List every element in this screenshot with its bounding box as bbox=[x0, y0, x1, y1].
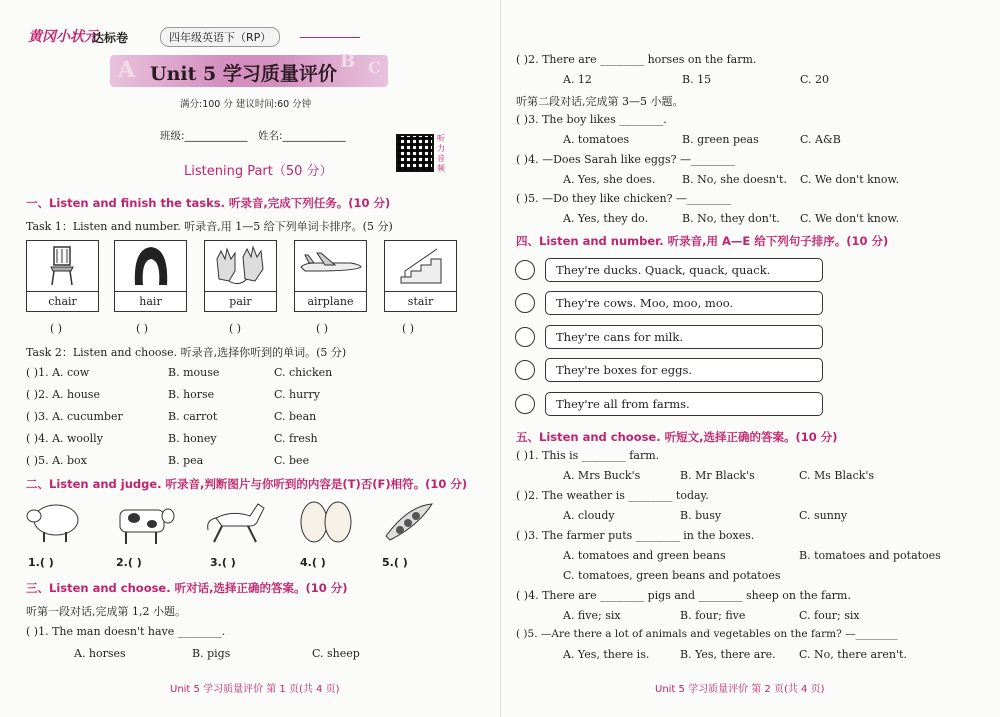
sec3-q1-b: B. pigs bbox=[192, 647, 231, 660]
word-card-chair bbox=[26, 240, 99, 312]
qr-caption: 听力音频 bbox=[437, 134, 445, 173]
word-card-pair bbox=[204, 240, 277, 312]
task2-q1-b: B. mouse bbox=[168, 366, 220, 379]
sec3-q4-c: C. We don't know. bbox=[800, 173, 900, 186]
sec5-q4-a: A. five; six bbox=[563, 609, 621, 622]
order-circle-1[interactable] bbox=[515, 260, 535, 280]
banner-letter-a: A bbox=[118, 57, 136, 83]
task2-q1[interactable]: ( )1. A. cow bbox=[26, 366, 90, 379]
banner-letter-c: C bbox=[368, 58, 381, 77]
word-card-airplane bbox=[294, 240, 367, 312]
sec3-q5-a: A. Yes, they do. bbox=[563, 212, 649, 225]
sec3-q5-c: C. We don't know. bbox=[800, 212, 900, 225]
page-gutter bbox=[500, 0, 501, 717]
task2-q5-c: C. bee bbox=[274, 454, 310, 467]
airplane-icon bbox=[295, 241, 366, 289]
grade-tab: 四年级英语下（RP） bbox=[160, 27, 280, 47]
sec3-q2-b: B. 15 bbox=[682, 73, 712, 86]
sec3-q3-c: C. A&B bbox=[800, 133, 841, 146]
card-label: chair bbox=[27, 291, 98, 312]
exam-meta: 满分:100 分 建议时间:60 分钟 bbox=[180, 99, 312, 110]
task2-q3[interactable]: ( )3. A. cucumber bbox=[26, 410, 123, 423]
horse-icon bbox=[202, 496, 270, 548]
task2-q1-c: C. chicken bbox=[274, 366, 333, 379]
order-circle-5[interactable] bbox=[515, 394, 535, 414]
judge-answer-5[interactable]: 5.( ) bbox=[382, 556, 408, 569]
sec5-q3-b: B. tomatoes and potatoes bbox=[799, 549, 941, 562]
judge-answer-2[interactable]: 2.( ) bbox=[116, 556, 142, 569]
sec3-q2[interactable]: ( )2. There are ________ horses on the farm. bbox=[516, 53, 757, 66]
sec5-q1-c: C. Ms Black's bbox=[799, 469, 875, 482]
header-rule bbox=[300, 37, 360, 38]
card-label: stair bbox=[385, 291, 456, 312]
sec5-q2-a: A. cloudy bbox=[563, 509, 615, 522]
task2-q3-c: C. bean bbox=[274, 410, 317, 423]
sec5-q2-c: C. sunny bbox=[799, 509, 848, 522]
sec3-q2-c: C. 20 bbox=[800, 73, 830, 86]
sentence-box-5: They're all from farms. bbox=[545, 392, 823, 416]
answer-paren[interactable]: ( ) bbox=[50, 322, 63, 335]
sec3-q4-a: A. Yes, she does. bbox=[563, 173, 656, 186]
sec3-q1-c: C. sheep bbox=[312, 647, 360, 660]
dialogue-1-intro: 听第一段对话,完成第 1,2 小题。 bbox=[26, 605, 186, 618]
answer-paren[interactable]: ( ) bbox=[402, 322, 415, 335]
qr-code-icon[interactable] bbox=[396, 134, 434, 172]
sec5-q2[interactable]: ( )2. The weather is ________ today. bbox=[516, 489, 709, 502]
peas-icon bbox=[378, 496, 438, 548]
sec3-q1[interactable]: ( )1. The man doesn't have ________. bbox=[26, 625, 226, 638]
answer-paren[interactable]: ( ) bbox=[229, 322, 242, 335]
section-4-title: 四、Listen and number. 听录音,用 A—E 给下列句子排序。(10 分) bbox=[516, 234, 889, 248]
sec5-q1-a: A. Mrs Buck's bbox=[563, 469, 641, 482]
sec5-q4-c: C. four; six bbox=[799, 609, 860, 622]
sec3-q3-a: A. tomatoes bbox=[563, 133, 630, 146]
sec5-q1[interactable]: ( )1. This is ________ farm. bbox=[516, 449, 660, 462]
name-field[interactable]: 姓名:____________ bbox=[258, 130, 346, 142]
order-circle-4[interactable] bbox=[515, 360, 535, 380]
task2-q4-b: B. honey bbox=[168, 432, 217, 445]
task2-q2-c: C. hurry bbox=[274, 388, 320, 401]
unit-title: Unit 5 学习质量评价 bbox=[150, 63, 337, 85]
sec5-q5[interactable]: ( )5. —Are there a lot of animals and vegetables on the farm? —________ bbox=[516, 628, 898, 640]
section-1-title: 一、Listen and finish the tasks. 听录音,完成下列任务。(10 分) bbox=[26, 196, 391, 210]
judge-answer-3[interactable]: 3.( ) bbox=[210, 556, 236, 569]
sec5-q1-b: B. Mr Black's bbox=[680, 469, 755, 482]
answer-paren[interactable]: ( ) bbox=[136, 322, 149, 335]
hair-icon bbox=[115, 241, 186, 289]
sec5-q5-c: C. No, there aren't. bbox=[799, 648, 907, 661]
judge-answer-1[interactable]: 1.( ) bbox=[28, 556, 54, 569]
sec5-q3-a: A. tomatoes and green beans bbox=[563, 549, 726, 562]
task2-q4[interactable]: ( )4. A. woolly bbox=[26, 432, 103, 445]
sec3-q3[interactable]: ( )3. The boy likes ________. bbox=[516, 113, 667, 126]
sec3-q4-b: B. No, she doesn't. bbox=[682, 173, 787, 186]
sec5-q2-b: B. busy bbox=[680, 509, 722, 522]
sec5-q5-b: B. Yes, there are. bbox=[680, 648, 776, 661]
order-circle-2[interactable] bbox=[515, 293, 535, 313]
task2-q3-b: B. carrot bbox=[168, 410, 218, 423]
sentence-box-2: They're cows. Moo, moo, moo. bbox=[545, 291, 823, 315]
word-card-stair bbox=[384, 240, 457, 312]
task-2-title: Task 2：Listen and choose. 听录音,选择你听到的单词。(5 分) bbox=[26, 346, 347, 359]
sec3-q5-b: B. No, they don't. bbox=[682, 212, 780, 225]
sec5-q4-b: B. four; five bbox=[680, 609, 746, 622]
word-card-hair bbox=[114, 240, 187, 312]
sec5-q4[interactable]: ( )4. There are ________ pigs and ________ sheep on the farm. bbox=[516, 589, 851, 602]
sentence-box-1: They're ducks. Quack, quack, quack. bbox=[545, 258, 823, 282]
sheep-icon bbox=[24, 496, 84, 546]
brand-logo: 黄冈小状元 bbox=[28, 29, 98, 45]
task2-q5-b: B. pea bbox=[168, 454, 204, 467]
potatoes-icon bbox=[296, 496, 356, 548]
stairs-icon bbox=[385, 241, 456, 289]
judge-answer-4[interactable]: 4.( ) bbox=[300, 556, 326, 569]
sec3-q3-b: B. green peas bbox=[682, 133, 759, 146]
section-5-title: 五、Listen and choose. 听短文,选择正确的答案。(10 分) bbox=[516, 430, 838, 444]
banner-letter-b: B bbox=[340, 51, 356, 72]
sec3-q2-a: A. 12 bbox=[563, 73, 592, 86]
section-3-title: 三、Listen and choose. 听对话,选择正确的答案。(10 分) bbox=[26, 581, 348, 595]
dialogue-2-intro: 听第二段对话,完成第 3—5 小题。 bbox=[516, 95, 684, 108]
sec5-q3-c: C. tomatoes, green beans and potatoes bbox=[563, 569, 781, 582]
chair-icon bbox=[27, 241, 98, 289]
footer-right: Unit 5 学习质量评价 第 2 页(共 4 页) bbox=[655, 684, 825, 695]
listening-part-title: Listening Part（50 分） bbox=[184, 164, 333, 179]
cow-icon bbox=[108, 496, 176, 548]
answer-paren[interactable]: ( ) bbox=[316, 322, 329, 335]
gloves-icon bbox=[205, 241, 276, 289]
card-label: airplane bbox=[295, 291, 366, 312]
task2-q5[interactable]: ( )5. A. box bbox=[26, 454, 87, 467]
card-label: hair bbox=[115, 291, 186, 312]
sec3-q4[interactable]: ( )4. —Does Sarah like eggs? —________ bbox=[516, 153, 735, 166]
sentence-box-4: They're boxes for eggs. bbox=[545, 358, 823, 382]
order-circle-3[interactable] bbox=[515, 327, 535, 347]
task2-q2-b: B. horse bbox=[168, 388, 215, 401]
card-label: pair bbox=[205, 291, 276, 312]
series-label: 达标卷 bbox=[92, 31, 129, 45]
section-2-title: 二、Listen and judge. 听录音,判断图片与你听到的内容是(T)否(F)相符。(10 分) bbox=[26, 477, 468, 491]
sec3-q1-a: A. horses bbox=[74, 647, 126, 660]
task2-q4-c: C. fresh bbox=[274, 432, 318, 445]
footer-left: Unit 5 学习质量评价 第 1 页(共 4 页) bbox=[170, 684, 340, 695]
class-field[interactable]: 班级:____________ bbox=[160, 130, 248, 142]
sec5-q5-a: A. Yes, there is. bbox=[563, 648, 650, 661]
task2-q2[interactable]: ( )2. A. house bbox=[26, 388, 100, 401]
sec5-q3[interactable]: ( )3. The farmer puts ________ in the boxes. bbox=[516, 529, 755, 542]
sentence-box-3: They're cans for milk. bbox=[545, 325, 823, 349]
task-1-title: Task 1：Listen and number. 听录音,用 1—5 给下列单词卡排序。(5 分) bbox=[26, 220, 393, 233]
sec3-q5[interactable]: ( )5. —Do they like chicken? —________ bbox=[516, 192, 732, 205]
